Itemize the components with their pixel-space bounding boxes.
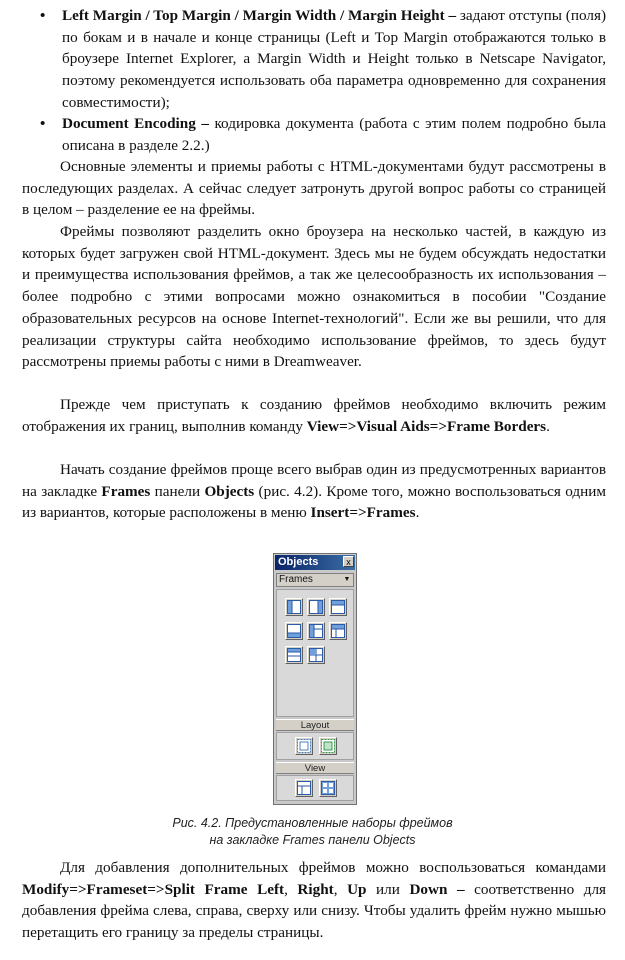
view-section xyxy=(276,775,354,801)
paragraph-frames: Фреймы позволяют разделить окно броузера на несколько частей, в каждую из которых будет загружен свой HTML-документ. Здесь мы не будем обсуждать недостатки и преимущества использования фреймов, а так же целесообразность их использования – более подробно с этими вопросами можно ознакомиться в пособии "Создание образовательных ресурсов на основе Internet-технологий". Если же вы решили, что для реализации структуры сайта необходимо использование фреймов, то здесь будут рассмотрены приемы работы с ними в Dreamweaver. xyxy=(22,223,606,371)
standard-view-icon[interactable] xyxy=(295,779,313,797)
layout-section-label: Layout xyxy=(276,719,354,731)
frame-split-icon[interactable] xyxy=(307,646,325,664)
category-dropdown[interactable] xyxy=(276,573,354,587)
frame-left-top-icon[interactable] xyxy=(307,622,325,640)
frame-right-icon[interactable] xyxy=(307,598,325,616)
frame-left-icon[interactable] xyxy=(285,598,303,616)
layout-section xyxy=(276,732,354,760)
bullet-text: задают отступы (поля) по бокам и в начале и конце страницы (Left и Top Margin отображаются только в броузере Internet Explorer, а Margin Width и Height только в Netscape Navigator, поэтому рекомендуется использовать оба параметра одновременно для сохранения совместимости); xyxy=(62,7,607,111)
bullet-dot: • xyxy=(40,7,46,24)
menu-command: Modify=>Frameset=>Split Frame Left xyxy=(22,880,285,898)
bullet-dot: • xyxy=(40,115,46,132)
layout-cell-icon[interactable] xyxy=(319,737,337,755)
menu-command: Insert=>Frames xyxy=(310,504,416,522)
close-icon[interactable]: x xyxy=(343,556,354,567)
chevron-down-icon: ▼ xyxy=(343,576,351,583)
frames-buttons-grid xyxy=(276,589,354,717)
frame-top-icon[interactable] xyxy=(329,598,347,616)
paragraph-split-frames: Для добавления дополнительных фреймов можно воспользоваться командами Modify=>Frameset=>Split Frame Left, Right, Up или Down – соответственно для добавления фрейма слева, справа, сверху или снизу. Чтобы удалить фрейм нужно мышью перетащить его границу за пределы страницы. xyxy=(22,859,607,942)
paragraph-frame-borders: Прежде чем приступать к созданию фреймов необходимо включить режим отображения их границ, выполнив команду View=>Visual Aids=>Frame Borders. xyxy=(22,396,606,435)
bullet-margins xyxy=(40,5,607,114)
panel-title: Objects xyxy=(275,555,355,570)
layout-view-icon[interactable] xyxy=(319,779,337,797)
objects-panel xyxy=(273,553,357,805)
bullet-encoding xyxy=(40,113,606,156)
paragraph-intro: Основные элементы и приемы работы с HTML-документами будут рассмотрены в последующих разделах. А сейчас следует затронуть другой вопрос работы со страницей в целом – разделение ее на фреймы. xyxy=(22,158,606,219)
dropdown-value: Frames xyxy=(279,574,313,585)
bullet-text: кодировка документа (работа с этим полем подробно была описана в разделе 2.2.) xyxy=(62,115,606,154)
paragraph-create-frames: Начать создание фреймов проще всего выбрав один из предусмотренных вариантов на закладке Frames панели Objects (рис. 4.2). Кроме того, можно воспользоваться одним из вариантов, которые расположены в меню Insert=>Frames. xyxy=(22,461,606,522)
bullet-term: Left Margin / Top Margin / Margin Width / Margin Height – xyxy=(62,7,457,24)
bullet-term: Document Encoding – xyxy=(62,115,209,132)
layout-table-icon[interactable] xyxy=(295,737,313,755)
figure-caption-line1: Рис. 4.2. Предустановленные наборы фреймов xyxy=(172,816,453,830)
view-section-label: View xyxy=(276,762,354,774)
frame-top-left-icon[interactable] xyxy=(329,622,347,640)
frame-top-nested-icon[interactable] xyxy=(285,646,303,664)
menu-command: View=>Visual Aids=>Frame Borders xyxy=(306,417,547,435)
figure-caption-line2: на закладке Frames панели Objects xyxy=(209,833,416,847)
frame-bottom-icon[interactable] xyxy=(285,622,303,640)
